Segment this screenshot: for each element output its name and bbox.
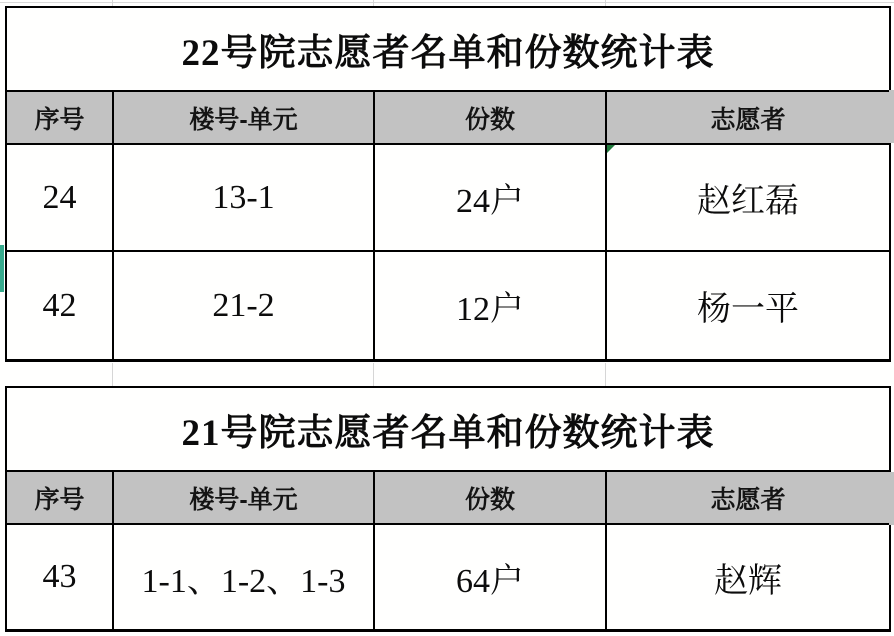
table-title: 21号院志愿者名单和份数统计表 — [7, 388, 889, 470]
gridline — [112, 363, 113, 386]
column-header-count[interactable]: 份数 — [375, 92, 605, 143]
column-header-count[interactable]: 份数 — [375, 472, 605, 523]
table-yard-22 — [5, 6, 891, 362]
column-header-serial[interactable]: 序号 — [7, 472, 112, 523]
column-header-building-unit[interactable]: 楼号-单元 — [114, 92, 373, 143]
cell-serial[interactable]: 43 — [7, 525, 112, 629]
cell-building-unit[interactable]: 13-1 — [114, 145, 373, 250]
cell-serial[interactable]: 24 — [7, 145, 112, 250]
table-title: 22号院志愿者名单和份数统计表 — [7, 8, 889, 90]
cell-volunteer[interactable] — [607, 145, 889, 250]
column-header-building-unit[interactable]: 楼号-单元 — [114, 472, 373, 523]
table-yard-21 — [5, 386, 891, 632]
left-selection-bar-icon — [0, 245, 4, 292]
header-gutter-bleed — [889, 90, 894, 143]
cell-volunteer[interactable]: 赵辉 — [607, 525, 889, 629]
cell-count[interactable]: 24户 — [375, 145, 605, 250]
cell-building-unit[interactable]: 21-2 — [114, 252, 373, 359]
cell-serial[interactable]: 42 — [7, 252, 112, 359]
cell-building-unit[interactable]: 1-1、1-2、1-3 — [114, 525, 373, 629]
cell-count[interactable]: 12户 — [375, 252, 605, 359]
cell-error-indicator-icon — [607, 145, 615, 153]
cell-volunteer[interactable]: 杨一平 — [607, 252, 889, 359]
column-header-serial[interactable]: 序号 — [7, 92, 112, 143]
cell-text: 赵红磊 — [697, 183, 799, 220]
column-header-volunteer[interactable]: 志愿者 — [607, 472, 889, 523]
column-header-volunteer[interactable]: 志愿者 — [607, 92, 889, 143]
header-gutter-bleed — [889, 472, 894, 525]
gridline — [0, 2, 894, 3]
cell-count[interactable]: 64户 — [375, 525, 605, 629]
gridline — [373, 363, 374, 386]
gridline — [605, 363, 606, 386]
